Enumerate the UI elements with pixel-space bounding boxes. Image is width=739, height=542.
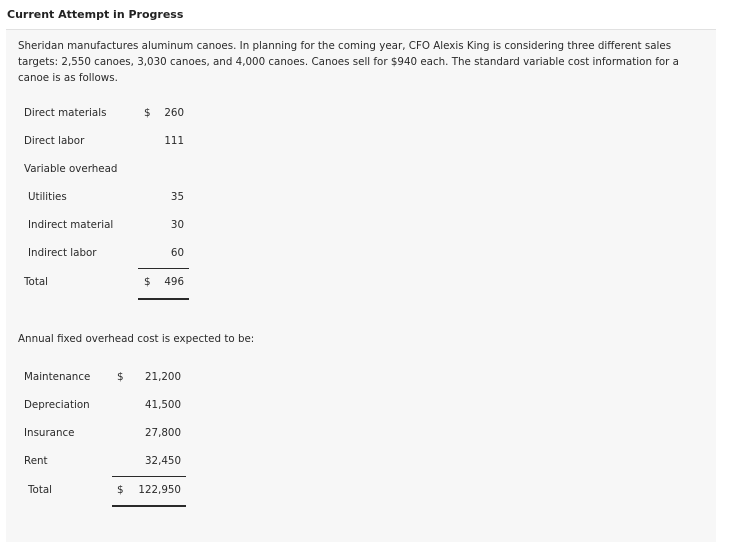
total-double-rule (112, 505, 186, 507)
fixed-overhead-row-label: Rent (24, 455, 48, 467)
panel-header (6, 0, 716, 30)
fixed-overhead-intro: Annual fixed overhead cost is expected to be: (18, 333, 255, 345)
variable-cost-row-value: 30 (170, 219, 184, 231)
currency-symbol: $ (117, 371, 124, 383)
variable-cost-row-label: Indirect labor (28, 247, 97, 259)
variable-cost-row-label: Direct materials (24, 107, 107, 119)
fixed-overhead-row-label: Depreciation (24, 399, 90, 411)
attempt-status-title: Current Attempt in Progress (7, 8, 184, 21)
total-double-rule (138, 298, 189, 300)
fixed-overhead-row-value: 21,200 (144, 371, 181, 383)
variable-cost-total-value: 496 (164, 276, 184, 288)
fixed-overhead-total-label: Total (28, 484, 53, 496)
variable-cost-row-label: Indirect material (28, 219, 114, 231)
currency-symbol: $ (117, 484, 124, 496)
currency-symbol: $ (144, 107, 151, 119)
variable-cost-row-value: 60 (170, 247, 184, 259)
fixed-overhead-row-value: 32,450 (144, 455, 181, 467)
fixed-overhead-row-label: Maintenance (24, 371, 91, 383)
question-content (6, 30, 716, 542)
problem-intro: Sheridan manufactures aluminum canoes. In planning for the coming year, CFO Alexis King is considering three different sales targets: 2,550 canoes, 3,030 canoes, and 4,000 canoes. Canoes sell for $940 each. The standard variable cost information for a canoe is as follows. (18, 40, 679, 84)
variable-cost-row-value: 35 (170, 191, 184, 203)
fixed-overhead-row-value: 27,800 (144, 427, 181, 439)
variable-cost-row-value: 260 (164, 107, 184, 119)
subtotal-rule (138, 268, 189, 269)
fixed-overhead-total-value: 122,950 (138, 484, 181, 496)
question-panel (6, 0, 716, 542)
variable-cost-row-label: Utilities (28, 191, 67, 203)
currency-symbol: $ (144, 276, 151, 288)
variable-cost-row-label: Direct labor (24, 135, 85, 147)
variable-cost-row-label: Variable overhead (24, 163, 118, 175)
subtotal-rule (112, 476, 186, 477)
fixed-overhead-row-label: Insurance (24, 427, 75, 439)
variable-cost-row-value: 111 (164, 135, 184, 147)
fixed-overhead-row-value: 41,500 (144, 399, 181, 411)
variable-cost-total-label: Total (24, 276, 49, 288)
